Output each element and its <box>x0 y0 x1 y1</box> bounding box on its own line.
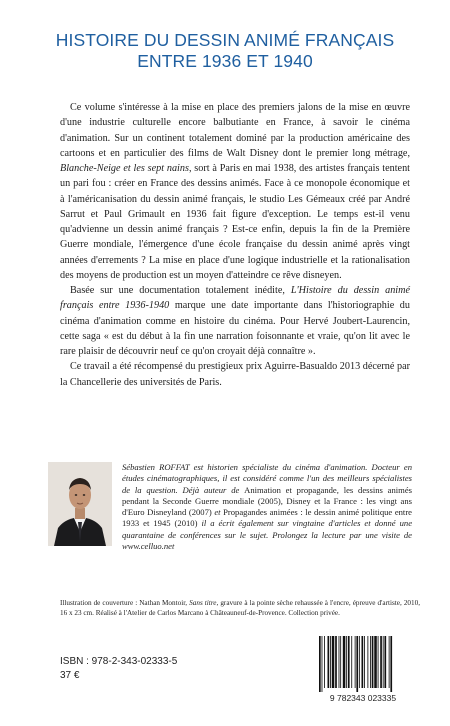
barcode-bar <box>355 636 356 688</box>
blurb <box>60 100 410 390</box>
barcode-bar <box>319 636 321 692</box>
barcode-bar <box>380 636 382 688</box>
barcode-number: 9 782343 023335 <box>329 693 397 703</box>
price: 37 € <box>60 670 80 681</box>
barcode-bar <box>384 636 386 688</box>
barcode <box>313 634 413 704</box>
book-title-italic: L'Histoire du dessin animé français entre 1936-1940 <box>60 285 411 312</box>
blurb-paragraph-1 <box>60 100 410 283</box>
barcode-bar <box>362 636 364 688</box>
barcode-bar <box>328 636 330 688</box>
barcode-bar <box>364 636 365 688</box>
barcode-bar <box>389 636 390 688</box>
credits-text-b: , gravure à la pointe sèche rehaussée à l'encre, épreuve d'artiste, 2010, 16 x 23 cm. Réalisé à l'Atelier de Carlos Marcano à Châteauneuf-de-Provence. Collection privée. <box>60 599 420 617</box>
barcode-bar <box>339 636 340 688</box>
barcode-bar <box>383 636 384 688</box>
isbn-block <box>60 655 177 683</box>
bio-books-1: Animation et propagande, les dessins animés pendant la Seconde Guerre mondiale (2005), Disney et la France : les vingt ans d'Euro Disneyland (2007) <box>122 484 413 518</box>
bio-text-2: et <box>211 507 224 518</box>
barcode-bar <box>372 636 374 688</box>
barcode-bar <box>374 636 377 688</box>
barcode-bar <box>332 636 335 688</box>
barcode-bar <box>335 636 337 688</box>
barcode-bar <box>370 636 371 688</box>
title-line-1: HISTOIRE DU DESSIN ANIMÉ FRANÇAIS <box>55 30 395 50</box>
author-bio <box>122 462 412 552</box>
barcode-bar <box>359 636 360 688</box>
blurb-p2-text-a: Basée sur une documentation totalement inédite, <box>70 285 291 296</box>
title-line-2: ENTRE 1936 ET 1940 <box>137 51 313 71</box>
isbn-number: ISBN : 978-2-343-02333-5 <box>60 656 178 667</box>
blurb-p1-text-a: Ce volume s'intéresse à la mise en place des premiers jalons de la mise en œuvre d'une industrie culturelle encore balbutiante en France, à savoir le cinéma d'animation. Sur un continent totalement dominé par la production américaine des cartoons et en particulier des films de Walt Disney dont le premier long métrage, <box>60 102 410 159</box>
barcode-bar <box>330 636 331 688</box>
cover-credits <box>60 599 420 618</box>
film-title: Blanche-Neige et les sept nains <box>60 163 189 174</box>
credits-text-a: Illustration de couverture : Nathan Montoir, <box>60 599 190 607</box>
blurb-paragraph-3: Ce travail a été récompensé du prestigieux prix Aguirre-Basualdo 2013 décerné par la Chancellerie des universités de Paris. <box>60 361 410 388</box>
barcode-bar <box>378 636 379 688</box>
barcode-bar <box>343 636 346 688</box>
bio-books-2: Propagandes animées : le dessin animé politique entre 1933 et 1945 (2010) <box>122 507 412 529</box>
book-title <box>40 30 410 72</box>
barcode-bar <box>340 636 341 688</box>
barcode-bar <box>346 636 347 688</box>
blurb-p1-text-b: , sort à Paris en mai 1938, des artistes français tentent un pari fou : créer en France des dessins animés. Face à ce monopole économique et à l'américanisation du dessin animé français, le studio Les Gémeaux créé par André Sarrut et Paul Grimault en 1936 fait figure d'exception. Le temps est-il venu qu'advienne un dessin animé français ? Est-ce enfin, depuis la fin de la Première Guerre mondiale, l'émergence d'une école française du dessin animé après vingt années d'errements ? La mise en place d'une logique industrielle et la rationalisation des moyens de production est un moyen d'atteindre ce rêve disneyen. <box>60 163 410 281</box>
barcode-bar <box>348 636 350 688</box>
blurb-paragraph-2 <box>60 283 410 359</box>
author-photo <box>48 462 112 546</box>
barcode-bar <box>322 636 323 692</box>
artwork-title: Sans titre <box>189 599 217 607</box>
barcode-bar <box>367 636 368 688</box>
author-portrait-icon <box>48 462 112 546</box>
bio-text-1: Sébastien ROFFAT est historien spécialiste du cinéma d'animation. Docteur en études cinématographiques, il est considéré comme l'un des meilleurs spécialistes de la question. Déjà auteur de <box>122 462 412 495</box>
blurb-p2-text-b: marque une date importante dans l'historiographie du cinéma d'animation comme en histoire du cinéma. Pour Hervé Joubert-Laurencin, cette saga « est du début à la fin une narration foisonnante et vraie, qu'on lit avec le rare plaisir de découvrir neuf ce qu'on croyait déjà connaître ». <box>60 300 410 357</box>
barcode-bar <box>390 636 392 692</box>
barcode-bar <box>324 636 325 688</box>
bio-text-3: il a écrit également sur vingtaine d'articles et donné une quarantaine de conférences sur le sujet. Prolongez la lecture par une visite de www.celluo.net <box>122 518 413 552</box>
barcode-bar <box>351 636 352 688</box>
barcode-bar <box>356 636 358 692</box>
author-section <box>48 462 420 586</box>
